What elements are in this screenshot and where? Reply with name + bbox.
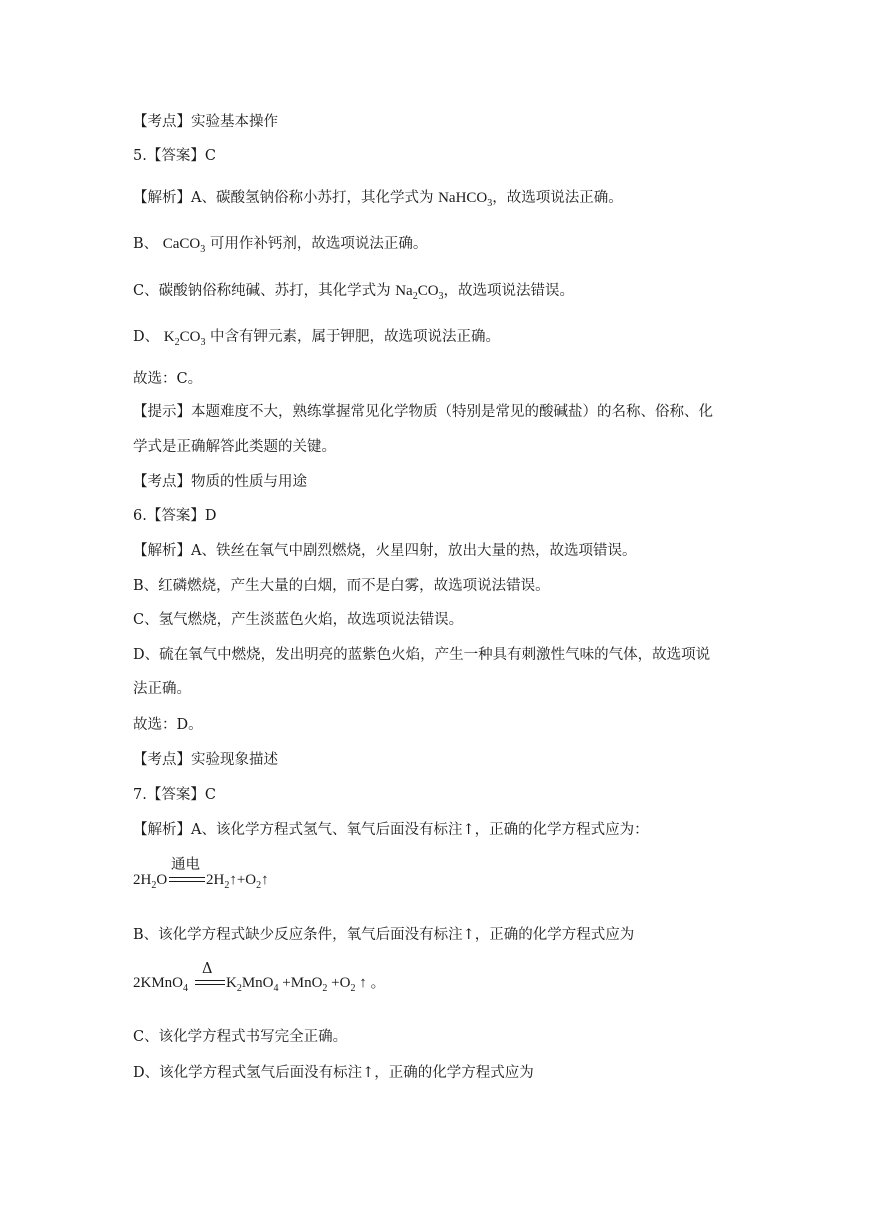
topic-label-line: 【考点】实验基本操作 (133, 114, 278, 130)
analysis-6-d-line-1: D、硫在氧气中燃烧，发出明亮的蓝紫色火焰，产生一种具有刺激性气味的气体，故选项说 (133, 647, 711, 663)
topic-6-line: 【考点】实验现象描述 (133, 752, 278, 768)
analysis-7-a-line: 【解析】A、该化学方程式氢气、氧气后面没有标注↑，正确的化学方程式应为： (133, 822, 649, 838)
text: 【解析】A、碳酸氢钠俗称小苏打，其化学式为 (133, 190, 439, 206)
answer-6-line: 6.【答案】D (133, 508, 217, 524)
reaction-condition: 通电 (171, 857, 200, 873)
formula-nahco3: NaHCO$_3$ (438, 190, 493, 209)
equation-left-side: 2KMnO$_4$ (133, 975, 189, 994)
choice-5-line: 故选：C。 (133, 371, 203, 387)
topic-5-line: 【考点】物质的性质与用途 (133, 474, 307, 490)
equation-equals-sign (169, 877, 205, 882)
analysis-5-d-line: D、 $K_2CO_3$ 中含有钾元素，属于钾肥，故选项说法正确。 (133, 329, 501, 348)
analysis-6-c-line: C、氢气燃烧，产生淡蓝色火焰，故选项说法错误。 (133, 612, 464, 628)
analysis-7-c-line: C、该化学方程式书写完全正确。 (133, 1029, 348, 1045)
analysis-6-a-line: 【解析】A、铁丝在氧气中剧烈燃烧，火星四射，放出大量的热，故选项错误。 (133, 543, 637, 559)
equation-right-side: $K_2MnO_4 +MnO_2 +O_2$ ↑ 。 (226, 975, 386, 994)
hint-line-1: 【提示】本题难度不大，熟练掌握常见化学物质（特别是常见的酸碱盐）的名称、俗称、化 (133, 404, 713, 420)
answer-7-line: 7.【答案】C (133, 787, 216, 803)
analysis-6-b-line: B、红磷燃烧，产生大量的白烟，而不是白雾，故选项说法错误。 (133, 578, 550, 594)
equation-right-side: $2H_2↑+O_2↑$ (206, 872, 269, 891)
analysis-7-b-line: B、该化学方程式缺少反应条件，氧气后面没有标注↑，正确的化学方程式应为 (133, 927, 635, 943)
formula-k2co3: $K_2CO_3$ (163, 329, 206, 348)
formula-caco3: CaCO$_3$ (162, 236, 206, 255)
analysis-5-a-line (133, 188, 623, 210)
answer-5-line: 5.【答案】C (133, 148, 216, 164)
choice-6-line: 故选：D。 (133, 717, 203, 733)
text: ，故选项说法正确。 (492, 190, 623, 206)
analysis-5-b-line: B、 CaCO$_3$ 可用作补钙剂，故选项说法正确。 (133, 236, 428, 255)
reaction-condition: Δ (202, 961, 213, 977)
equation-left-side: $2H_2O$ (133, 872, 168, 891)
analysis-5-c-line: C、碳酸钠俗称纯碱、苏打，其化学式为 $Na_2CO_3$，故选项说法错误。 (133, 283, 575, 302)
analysis-6-d-line-2: 法正确。 (133, 681, 191, 697)
formula-na2co3: $Na_2CO_3$ (395, 283, 444, 302)
equation-equals-sign (195, 980, 225, 985)
analysis-7-d-line: D、该化学方程式氢气后面没有标注↑，正确的化学方程式应为 (133, 1065, 534, 1081)
hint-line-2: 学式是正确解答此类题的关键。 (133, 439, 336, 455)
